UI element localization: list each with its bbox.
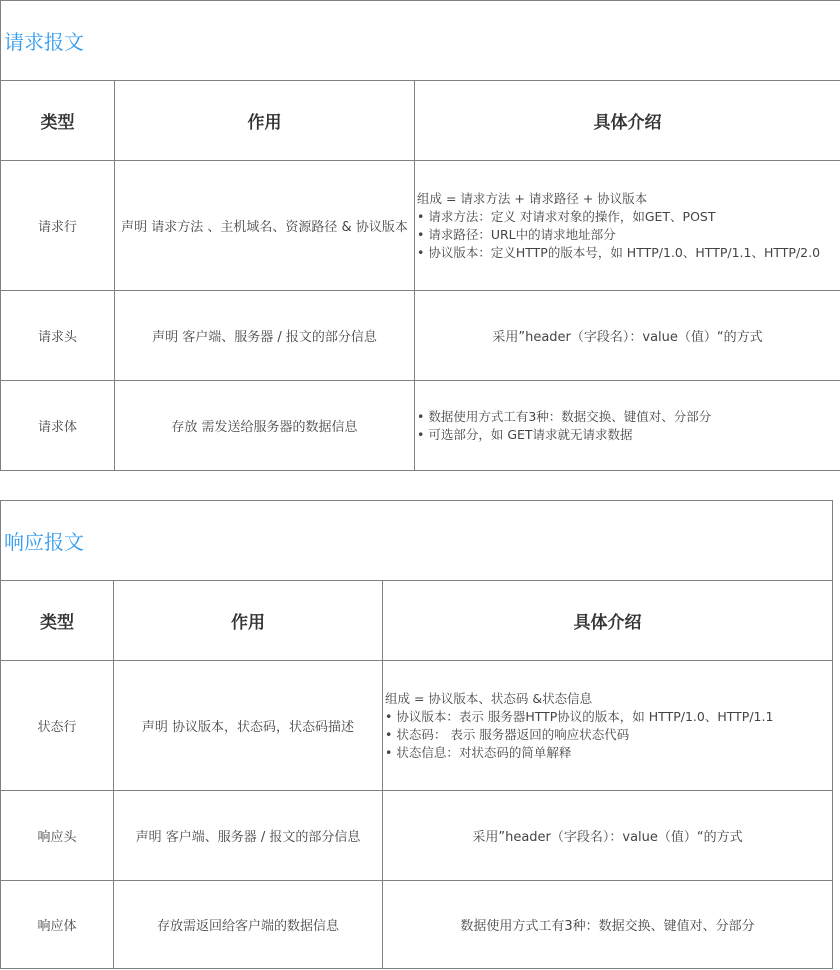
response-title: 响应报文: [1, 501, 833, 581]
row-purpose: 声明 请求方法 、主机域名、资源路径 & 协议版本: [115, 161, 415, 291]
row-detail: [383, 661, 833, 791]
row-purpose: 声明 客户端、服务器 / 报文的部分信息: [115, 291, 415, 381]
detail-line: 组成 = 协议版本、状态码 &状态信息: [385, 690, 593, 706]
row-detail: [415, 161, 840, 291]
detail-line: • 状态信息：对状态码的简单解释: [385, 744, 572, 760]
response-table: [0, 500, 833, 969]
header-detail: 具体介绍: [415, 81, 840, 161]
request-title: 请求报文: [1, 1, 840, 81]
row-detail: [415, 381, 840, 471]
detail-line: • 可选部分，如 GET请求就无请求数据: [417, 426, 633, 442]
header-type: 类型: [1, 81, 115, 161]
row-purpose: 声明 客户端、服务器 / 报文的部分信息: [114, 791, 383, 881]
row-type: 响应头: [1, 791, 114, 881]
header-purpose: 作用: [114, 581, 383, 661]
detail-line: • 状态码： 表示 服务器返回的响应状态代码: [385, 726, 630, 742]
detail-line: • 协议版本：表示 服务器HTTP协议的版本，如 HTTP/1.0、HTTP/1.1: [385, 708, 774, 724]
header-purpose: 作用: [115, 81, 415, 161]
row-purpose: 存放需返回给客户端的数据信息: [114, 881, 383, 969]
detail-line: 组成 = 请求方法 + 请求路径 + 协议版本: [417, 190, 648, 206]
header-type: 类型: [1, 581, 114, 661]
request-table: [0, 0, 840, 471]
row-detail: 数据使用方式工有3种：数据交换、键值对、分部分: [383, 881, 833, 969]
row-type: 状态行: [1, 661, 114, 791]
row-type: 请求体: [1, 381, 115, 471]
table-row: [1, 661, 833, 791]
detail-line: • 数据使用方式工有3种：数据交换、键值对、分部分: [417, 408, 712, 424]
table-row: [1, 381, 840, 471]
detail-line: • 协议版本：定义HTTP的版本号，如 HTTP/1.0、HTTP/1.1、HTTP/2.0: [417, 244, 821, 260]
row-type: 请求行: [1, 161, 115, 291]
table-row: [1, 291, 840, 381]
detail-line: • 请求方法：定义 对请求对象的操作，如GET、POST: [417, 208, 716, 224]
table-row: [1, 881, 833, 969]
row-purpose: 声明 协议版本，状态码，状态码描述: [114, 661, 383, 791]
table-row: [1, 161, 840, 291]
detail-line: • 请求路径：URL中的请求地址部分: [417, 226, 616, 242]
table-row: [1, 791, 833, 881]
row-detail: 采用”header（字段名）：value（值）“的方式: [415, 291, 840, 381]
row-purpose: 存放 需发送给服务器的数据信息: [115, 381, 415, 471]
row-type: 请求头: [1, 291, 115, 381]
row-detail: 采用”header（字段名）：value（值）“的方式: [383, 791, 833, 881]
header-detail: 具体介绍: [383, 581, 833, 661]
row-type: 响应体: [1, 881, 114, 969]
